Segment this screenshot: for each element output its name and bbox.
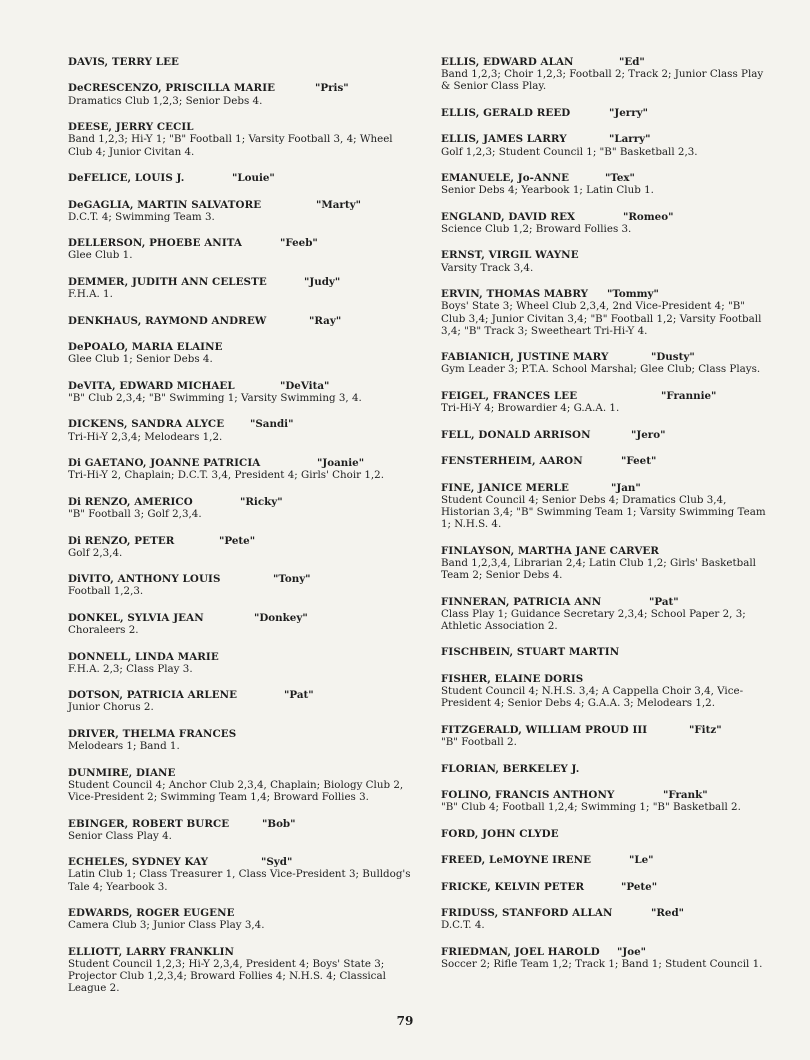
student-name: FEIGEL, FRANCES LEE [441, 389, 578, 402]
student-nickname: "Romeo" [623, 210, 674, 223]
student-name-line [441, 107, 771, 119]
student-nickname: "Joanie" [317, 457, 365, 470]
student-name-line [441, 249, 771, 261]
student-entry [441, 673, 771, 710]
student-name: ENGLAND, DAVID REX [441, 210, 576, 223]
student-activities: D.C.T. 4; Swimming Team 3. [68, 210, 215, 223]
student-activities: Soccer 2; Rifle Team 1,2; Track 1; Band 1; Student Council 1. [441, 958, 763, 970]
student-name: DEESE, JERRY CECIL [68, 121, 194, 134]
student-nickname: "DeVita" [280, 379, 330, 392]
student-entry [441, 724, 771, 748]
student-activities: Glee Club 1. [68, 249, 133, 262]
student-entry [441, 133, 771, 157]
student-name-line [441, 946, 771, 958]
student-entry [441, 763, 771, 775]
student-entry [441, 107, 771, 119]
student-name: FINLAYSON, MARTHA JANE CARVER [441, 544, 660, 557]
student-entry [68, 856, 420, 893]
student-name: FORD, JOHN CLYDE [441, 827, 559, 840]
student-activities: "B" Club 4; Football 1,2,4; Swimming 1; "B" Basketball 2. [441, 801, 741, 814]
student-name-line [68, 418, 420, 430]
student-nickname: "Frannie" [661, 389, 717, 402]
student-name: FINE, JANICE MERLE [441, 481, 569, 494]
student-name-line [441, 351, 771, 363]
student-name-line [441, 390, 771, 402]
student-name-line [441, 724, 771, 736]
student-activities: Band 1,2,3; Hi-Y 1; "B" Football 1; Varsity Football 3, 4; Wheel Club 4; Junior Civitan 4. [68, 133, 393, 158]
student-activities: Student Council 4; Anchor Club 2,3,4, Chaplain; Biology Club 2, Vice-President 2; Swimming Team 1,4; Broward Follies 3. [68, 778, 404, 804]
student-nickname: "Pris" [315, 82, 349, 95]
student-entry [68, 82, 420, 106]
student-activities: Camera Club 3; Junior Class Play 3,4. [68, 919, 265, 932]
student-name: ECHELES, SYDNEY KAY [68, 856, 209, 869]
student-nickname: "Ed" [619, 56, 645, 68]
student-name-line [68, 457, 420, 469]
student-nickname: "Sandi" [250, 418, 294, 431]
student-name: DeVITA, EDWARD MICHAEL [68, 379, 235, 392]
student-name-line [68, 380, 420, 392]
student-name: FINNERAN, PATRICIA ANN [441, 595, 602, 608]
student-name-line [68, 728, 420, 740]
student-name-line [68, 315, 420, 327]
student-name-line [441, 763, 771, 775]
student-nickname: "Syd" [261, 856, 293, 869]
student-name: FOLINO, FRANCIS ANTHONY [441, 788, 615, 801]
student-nickname: "Pete" [621, 880, 658, 893]
student-entry [441, 455, 771, 467]
student-name-line [68, 535, 420, 547]
student-name-line [441, 828, 771, 840]
student-nickname: "Dusty" [651, 351, 695, 364]
student-activities: Student Council 1,2,3; Hi-Y 2,3,4, President 4; Boys' State 3; Projector Club 1,2,3,4; Broward Follies 4; N.H.S. 4; Classical League 2. [68, 958, 386, 995]
student-name-line [441, 455, 771, 467]
student-activities: F.H.A. 1. [68, 288, 113, 301]
student-entry [68, 573, 420, 597]
student-name-line [441, 482, 771, 494]
student-name: FRIEDMAN, JOEL HAROLD [441, 945, 600, 958]
student-name-line [68, 341, 420, 353]
student-activities: Golf 2,3,4. [68, 546, 123, 559]
student-nickname: "Louie" [232, 172, 275, 185]
student-entry [441, 172, 771, 196]
student-entry [441, 351, 771, 375]
student-entry [441, 429, 771, 441]
student-name-line [68, 573, 420, 585]
student-nickname: "Pete" [219, 534, 256, 547]
student-entry [441, 545, 771, 582]
student-activities: Science Club 1,2; Broward Follies 3. [441, 222, 632, 235]
student-name: DAVIS, TERRY LEE [68, 56, 179, 68]
student-name: ERVIN, THOMAS MABRY [441, 288, 589, 301]
student-name-line [68, 907, 420, 919]
student-name: ERNST, VIRGIL WAYNE [441, 249, 579, 262]
student-activities: Varsity Track 3,4. [441, 261, 534, 274]
student-name: FRICKE, KELVIN PETER [441, 880, 585, 893]
student-nickname: "Bob" [262, 817, 296, 830]
student-nickname: "Marty" [316, 198, 361, 211]
student-name-line [441, 172, 771, 184]
student-name-line [441, 789, 771, 801]
student-name: FISHER, ELAINE DORIS [441, 672, 584, 685]
page-number: 79 [396, 1014, 414, 1028]
student-name: DUNMIRE, DIANE [68, 766, 176, 779]
student-name-line [68, 237, 420, 249]
student-entry [441, 596, 771, 633]
student-entry [68, 418, 420, 442]
student-activities: Football 1,2,3. [68, 585, 144, 598]
student-name: DEMMER, JUDITH ANN CELESTE [68, 275, 267, 288]
student-entry [68, 946, 420, 995]
student-name: Di RENZO, AMERICO [68, 495, 193, 508]
student-name-line [68, 199, 420, 211]
student-activities: Dramatics Club 1,2,3; Senior Debs 4. [68, 94, 263, 107]
student-activities: Tri-Hi-Y 2, Chaplain; D.C.T. 3,4, President 4; Girls' Choir 1,2. [68, 469, 384, 482]
student-nickname: "Red" [651, 907, 685, 920]
student-entry [441, 288, 771, 337]
student-name: DOTSON, PATRICIA ARLENE [68, 689, 238, 702]
student-name-line [68, 818, 420, 830]
student-name-line [441, 596, 771, 608]
student-entry [441, 881, 771, 893]
student-name-line [441, 854, 771, 866]
student-name: DeFELICE, LOUIS J. [68, 172, 185, 185]
student-activities: Tri-Hi-Y 2,3,4; Melodears 1,2. [68, 430, 223, 443]
student-name-line [68, 767, 420, 779]
student-entry [68, 172, 420, 184]
student-entry [441, 211, 771, 235]
student-nickname: "Feeb" [280, 237, 318, 250]
student-name: DENKHAUS, RAYMOND ANDREW [68, 314, 267, 327]
student-entry [68, 121, 420, 158]
student-nickname: "Tommy" [607, 288, 659, 301]
student-name-line [68, 82, 420, 94]
student-activities: Latin Club 1; Class Treasurer 1, Class Vice-President 3; Bulldog's Tale 4; Yearbook 3. [68, 868, 411, 893]
student-name: EBINGER, ROBERT BURCE [68, 817, 230, 830]
student-entry [68, 651, 420, 675]
student-activities: Choraleers 2. [68, 624, 139, 637]
student-entry [68, 457, 420, 481]
student-name: FENSTERHEIM, AARON [441, 455, 583, 468]
student-entry [441, 789, 771, 813]
student-activities: Gym Leader 3; P.T.A. School Marshal; Glee Club; Class Plays. [441, 363, 761, 376]
student-activities: Student Council 4; N.H.S. 3,4; A Cappella Choir 3,4, Vice-President 4; Senior Debs 4; G.A.A. 3; Melodears 1,2. [441, 685, 744, 710]
student-entry [68, 818, 420, 842]
student-name: DiVITO, ANTHONY LOUIS [68, 573, 221, 586]
student-nickname: "Le" [629, 854, 654, 867]
student-entry [68, 612, 420, 636]
student-entry [68, 237, 420, 261]
student-name-line [441, 56, 771, 68]
student-nickname: "Tex" [605, 172, 635, 185]
student-entry [441, 390, 771, 414]
student-entry [68, 380, 420, 404]
student-nickname: "Donkey" [254, 611, 308, 624]
student-nickname: "Ray" [309, 314, 342, 327]
student-activities: Senior Debs 4; Yearbook 1; Latin Club 1. [441, 184, 654, 197]
student-entry [441, 482, 771, 531]
student-activities: Student Council 4; Senior Debs 4; Dramatics Club 3,4, Historian 3,4; "B" Swimming Team 1; Varsity Swimming Team 1; N.H.S. 4. [441, 493, 766, 531]
student-entry [68, 276, 420, 300]
student-name-line [441, 907, 771, 919]
student-entry [68, 728, 420, 752]
student-activities: Glee Club 1; Senior Debs 4. [68, 353, 213, 366]
student-name-line [68, 496, 420, 508]
student-name-line [441, 429, 771, 441]
student-entry [441, 646, 771, 658]
student-activities: Golf 1,2,3; Student Council 1; "B" Basketball 2,3. [441, 145, 698, 158]
student-name-line [441, 673, 771, 685]
student-nickname: "Jerry" [609, 106, 648, 119]
student-name-line [68, 56, 420, 68]
student-entry [68, 535, 420, 559]
student-nickname: "Joe" [617, 945, 647, 958]
student-nickname: "Judy" [304, 275, 341, 288]
student-name: FISCHBEIN, STUART MARTIN [441, 646, 620, 659]
student-name: ELLIS, GERALD REED [441, 106, 571, 119]
student-name-line [68, 172, 420, 184]
student-entry [68, 341, 420, 365]
student-entry [68, 199, 420, 223]
student-name-line [441, 133, 771, 145]
student-name: FRIDUSS, STANFORD ALLAN [441, 907, 613, 920]
student-name: DeGAGLIA, MARTIN SALVATORE [68, 198, 262, 211]
student-activities: Boys' State 3; Wheel Club 2,3,4, 2nd Vice-President 4; "B" Club 3,4; Junior Civitan 3,4; "B" Football 1,2; Varsity Football 3,4; "B" Track 3; Sweetheart Tri-Hi-Y 4. [441, 300, 762, 337]
student-name: DELLERSON, PHOEBE ANITA [68, 237, 243, 250]
student-name: FLORIAN, BERKELEY J. [441, 762, 580, 775]
student-name-line [68, 946, 420, 958]
student-name: DONKEL, SYLVIA JEAN [68, 611, 204, 624]
student-activities: Band 1,2,3,4, Librarian 2,4; Latin Club 1,2; Girls' Basketball Team 2; Senior Debs 4. [441, 556, 756, 582]
student-nickname: "Pat" [284, 689, 314, 702]
student-nickname: "Larry" [609, 133, 651, 146]
student-name-line [68, 612, 420, 624]
student-entry [441, 854, 771, 866]
student-activities: Melodears 1; Band 1. [68, 740, 180, 753]
student-name-line [441, 288, 771, 300]
student-activities: F.H.A. 2,3; Class Play 3. [68, 662, 193, 675]
left-column [68, 56, 420, 1009]
student-entry [68, 315, 420, 327]
student-entry [441, 56, 771, 93]
student-entry [68, 496, 420, 520]
student-entry [68, 767, 420, 804]
student-name-line [68, 276, 420, 288]
student-name: ELLIS, JAMES LARRY [441, 133, 567, 146]
student-name-line [441, 646, 771, 658]
student-activities: Band 1,2,3; Choir 1,2,3; Football 2; Track 2; Junior Class Play & Senior Class Play. [441, 68, 764, 93]
student-name: DeCRESCENZO, PRISCILLA MARIE [68, 82, 276, 95]
student-name: FITZGERALD, WILLIAM PROUD III [441, 723, 648, 736]
student-name-line [68, 121, 420, 133]
student-activities: "B" Club 2,3,4; "B" Swimming 1; Varsity Swimming 3, 4. [68, 391, 362, 404]
student-name-line [68, 856, 420, 868]
student-entry [441, 946, 771, 970]
student-nickname: "Feet" [621, 455, 657, 468]
student-name-line [68, 651, 420, 663]
student-name: ELLIS, EDWARD ALAN [441, 56, 574, 68]
student-name-line [441, 545, 771, 557]
student-activities: D.C.T. 4. [441, 919, 485, 932]
student-name: FELL, DONALD ARRISON [441, 428, 591, 441]
student-name-line [441, 881, 771, 893]
student-nickname: "Fitz" [689, 723, 722, 736]
student-activities: Senior Class Play 4. [68, 829, 172, 842]
student-nickname: "Frank" [663, 788, 708, 801]
student-activities: Tri-Hi-Y 4; Browardier 4; G.A.A. 1. [441, 402, 620, 415]
student-name: FABIANICH, JUSTINE MARY [441, 351, 609, 364]
student-activities: Class Play 1; Guidance Secretary 2,3,4; School Paper 2, 3; Athletic Association 2. [441, 607, 746, 632]
student-entry [68, 689, 420, 713]
student-entry [441, 828, 771, 840]
student-entry [68, 56, 420, 68]
student-nickname: "Tony" [273, 573, 311, 586]
student-nickname: "Jero" [631, 428, 666, 441]
student-name: EDWARDS, ROGER EUGENE [68, 907, 235, 920]
student-name: DICKENS, SANDRA ALYCE [68, 418, 225, 431]
student-nickname: "Ricky" [240, 495, 283, 508]
student-name: Di GAETANO, JOANNE PATRICIA [68, 457, 261, 470]
student-activities: "B" Football 2. [441, 736, 517, 748]
student-activities: Junior Chorus 2. [68, 701, 154, 714]
student-nickname: "Pat" [649, 595, 679, 608]
student-entry [441, 249, 771, 273]
student-name: ELLIOTT, LARRY FRANKLIN [68, 945, 235, 958]
student-name-line [441, 211, 771, 223]
student-name: DePOALO, MARIA ELAINE [68, 341, 223, 354]
student-entry [441, 907, 771, 931]
student-name: FREED, LeMOYNE IRENE [441, 854, 592, 867]
student-nickname: "Jan" [611, 481, 641, 494]
student-activities: "B" Football 3; Golf 2,3,4. [68, 508, 202, 521]
student-name: EMANUELE, Jo-ANNE [441, 172, 570, 185]
right-column [441, 56, 771, 985]
student-name: DRIVER, THELMA FRANCES [68, 727, 237, 740]
student-name-line [68, 689, 420, 701]
student-entry [68, 907, 420, 931]
student-name: DONNELL, LINDA MARIE [68, 650, 219, 663]
student-name: Di RENZO, PETER [68, 534, 175, 547]
